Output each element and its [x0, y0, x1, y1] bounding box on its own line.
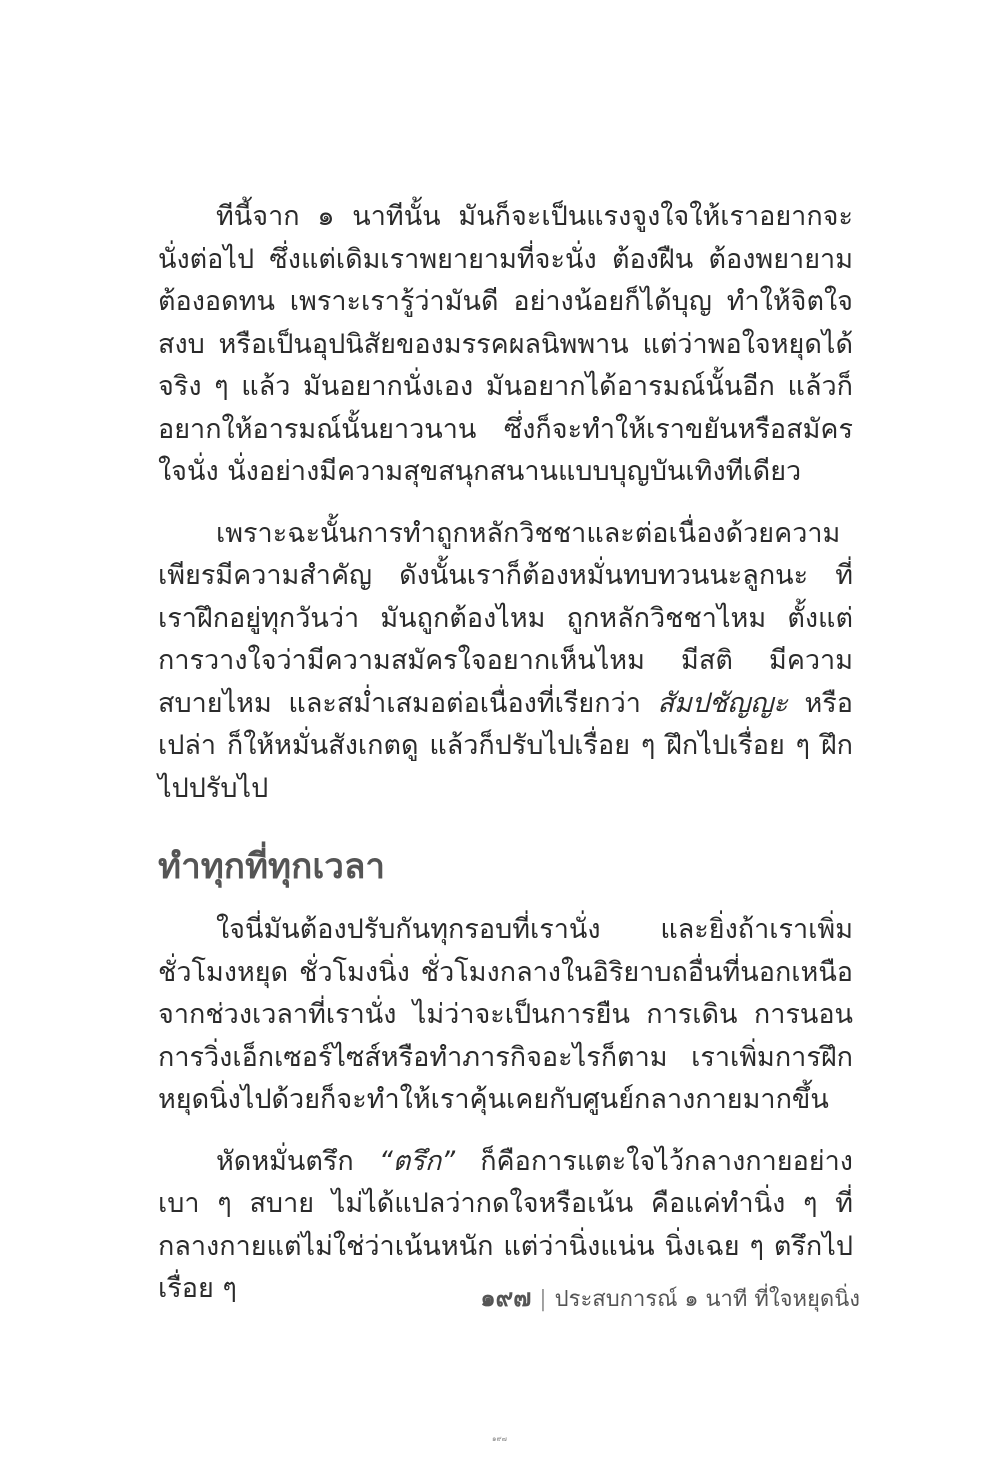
folio-mark: ๑๙๗ [492, 1435, 507, 1443]
page-number: ๑๙๗ [480, 1284, 532, 1312]
paragraph-4-term: “ตรึก” [378, 1145, 456, 1177]
paragraph-1-text: ทีนี้จาก ๑ นาทีนั้น มันก็จะเป็นแรงจูงใจให้เราอยากจะนั่งต่อไป ซึ่งแต่เดิมเราพยายามที่จะนั่ง ต้องฝืน ต้องพยายาม ต้องอดทน เพราะเรารู้ว่ามันดี อย่างน้อยก็ได้บุญ ทำให้จิตใจสงบ หรือเป็นอุปนิสัยของมรรคผลนิพพาน แต่ว่าพอใจหยุดได้จริง ๆ แล้ว มันอยากนั่งเอง มันอยากได้อารมณ์นั้นอีก แล้วก็อยากให้อารมณ์นั้นยาวนาน ซึ่งก็จะทำให้เราขยันหรือสมัครใจนั่ง นั่งอย่างมีความสุขสนุกสนานแบบบุญบันเทิงทีเดียว [158, 201, 853, 487]
page-footer [480, 1278, 860, 1317]
paragraph-4-text-b: ก็คือการแตะใจไว้กลางกายอย่างเบา ๆ สบาย ไม่ได้แปลว่ากดใจหรือเน้น คือแค่ทำนิ่ง ๆ ที่กลางกายแต่ไม่ใช่ว่าเน้นหนัก แต่ว่านิ่งแน่น นิ่งเฉย ๆ ตรึกไปเรื่อย ๆ [158, 1145, 853, 1304]
paragraph-4-text-a: หัดหมั่นตรึก [216, 1145, 354, 1177]
paragraph-3 [158, 909, 853, 1122]
paragraph-2-text-b: หรือเปล่า ก็ให้หมั่นสังเกตดู แล้วก็ปรับไปเรื่อย ๆ ฝึกไปเรื่อย ๆ ฝึกไปปรับไป [158, 687, 853, 804]
book-title: ประสบการณ์ ๑ นาที ที่ใจหยุดนิ่ง [554, 1287, 860, 1312]
paragraph-1 [158, 196, 853, 494]
paragraph-2-text-a: เพราะฉะนั้นการทำถูกหลักวิชชาและต่อเนื่องด้วยความเพียรมีความสำคัญ ดังนั้นเราก็ต้องหมั่นทบทวนนะลูกนะ ที่เราฝึกอยู่ทุกวันว่า มันถูกต้องไหม ถูกหลักวิชชาไหม ตั้งแต่การวางใจว่ามีความสมัครใจอยากเห็นไหม มีสติ มีความสบายไหม และสม่ำเสมอต่อเนื่องที่เรียกว่า [158, 517, 853, 719]
footer-separator: | [539, 1287, 547, 1312]
paragraph-2-term: สัมปชัญญะ [657, 687, 788, 719]
paragraph-2 [158, 513, 853, 811]
paragraph-3-text: ใจนี่มันต้องปรับกันทุกรอบที่เรานั่ง และยิ่งถ้าเราเพิ่มชั่วโมงหยุด ชั่วโมงนิ่ง ชั่วโมงกลางในอิริยาบถอื่นที่นอกเหนือจากช่วงเวลาที่เรานั่ง ไม่ว่าจะเป็นการยืน การเดิน การนอน การวิ่งเอ็กเซอร์ไซส์หรือทำภารกิจอะไรก็ตาม เราเพิ่มการฝึกหยุดนิ่งไปด้วยก็จะทำให้เราคุ้นเคยกับศูนย์กลางกายมากขึ้น [158, 914, 853, 1115]
page-body [158, 196, 853, 1311]
section-heading: ทำทุกที่ทุกเวลา [158, 847, 386, 887]
